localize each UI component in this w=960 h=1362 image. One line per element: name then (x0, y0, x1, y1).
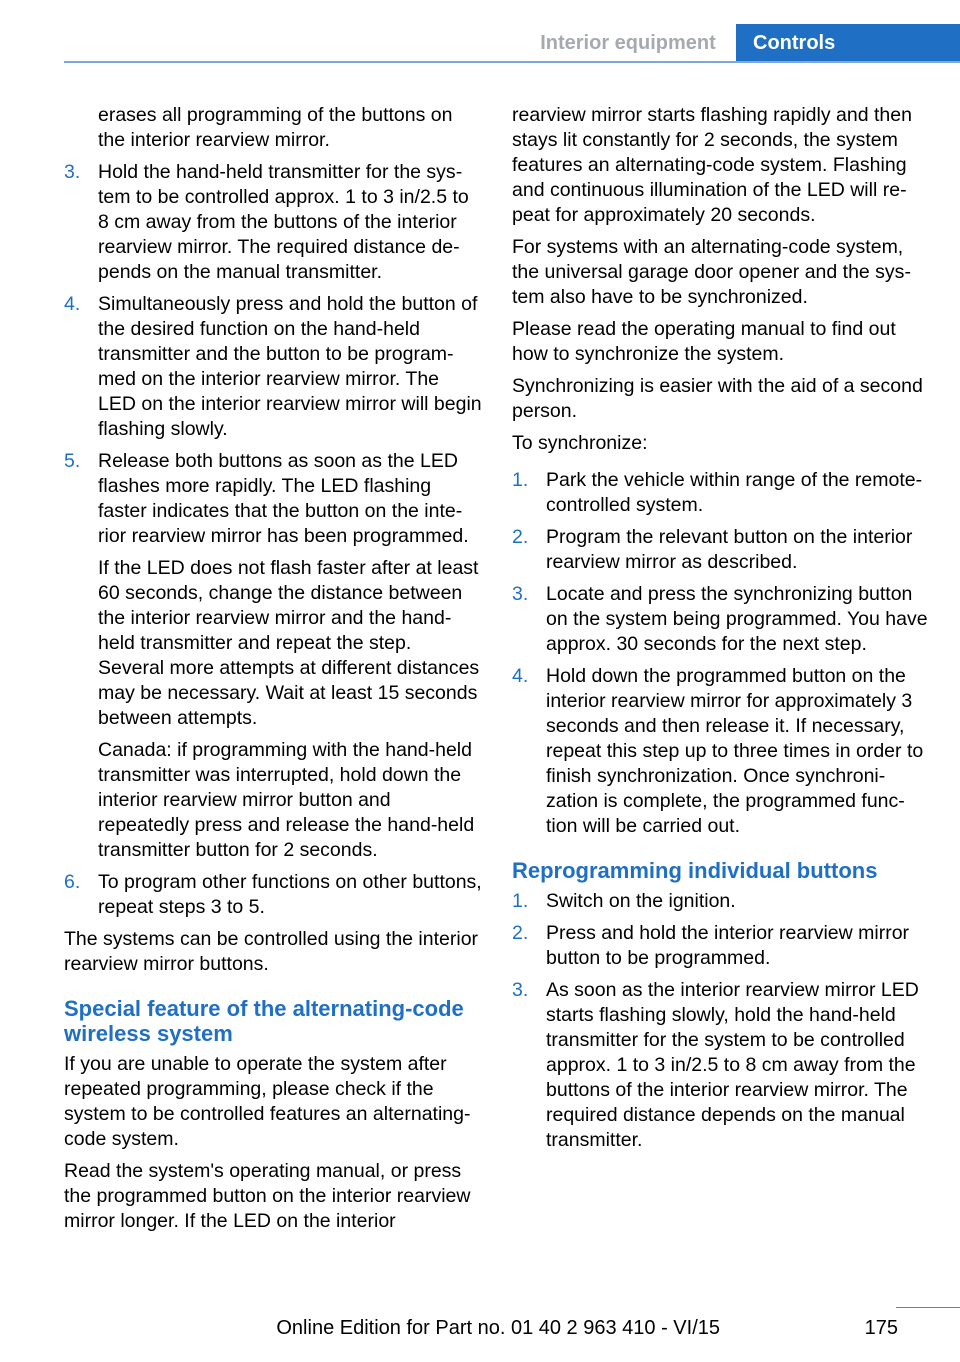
step-text: Switch on the ignition. (546, 890, 736, 912)
right-column (512, 103, 928, 1160)
step-text: Hold the hand-held transmitter for the system to be controlled approx. 1 to 3 in/2.5 to 8 cm away from the buttons of the interior rearview mirror. The required distance depends on the manual transmitter. (98, 161, 469, 283)
section-heading-alternating-code: Special feature of the alternating-code wireless system (64, 996, 464, 1046)
sync-step-3 (512, 582, 928, 657)
step-text: Simultaneously press and hold the button of the desired function on the hand-held transmitter and the button to be programmed on the interior rearview mirror. The LED on the interior rearview mirror will begin flashing slowly. (98, 293, 482, 440)
paragraph: rearview mirror starts flashing rapidly and then stays lit constantly for 2 seconds, the system features an alternating-code system. Flashing and continuous illumination of the LED will repeat for approximately 20 seconds. (512, 104, 912, 226)
section-tab-interior-equipment: Interior equipment (540, 32, 716, 54)
footer-rule (896, 1307, 960, 1308)
step-number: 4. (512, 665, 529, 687)
left-column (64, 103, 482, 1241)
step-number: 3. (512, 979, 529, 1001)
step-number: 6. (64, 871, 81, 893)
step-text: Park the vehicle within range of the remote-controlled system. (546, 469, 923, 516)
step-text: To program other functions on other buttons, repeat steps 3 to 5. (98, 871, 482, 918)
step-6 (64, 870, 482, 920)
chapter-tab-controls: Controls (736, 24, 960, 62)
step-note-canada: Canada: if programming with the hand-held transmitter was interrupted, hold down the interior rearview mirror button and repeatedly press and release the hand-held transmitter button for 2 seconds. (98, 739, 475, 861)
reprog-step-3 (512, 978, 928, 1153)
reprog-step-2 (512, 921, 928, 971)
step-number: 2. (512, 922, 529, 944)
step-number: 3. (64, 161, 81, 183)
step-number: 1. (512, 890, 529, 912)
paragraph: Synchronizing is easier with the aid of a second person. (512, 375, 923, 422)
step-number: 4. (64, 293, 81, 315)
step-note-timeout: If the LED does not flash faster after at least 60 seconds, change the distance between the interior rearview mirror and the hand-held transmitter and repeat the step. Several more attempts at different distances may be necessary. Wait at least 15 seconds between attempts. (98, 557, 480, 729)
step-text: Release both buttons as soon as the LED flashes more rapidly. The LED flashing faster indicates that the button on the interior rearview mirror has been programmed. (98, 450, 469, 547)
step-number: 3. (512, 583, 529, 605)
paragraph: Please read the operating manual to find out how to synchronize the system. (512, 318, 896, 365)
page-number: 175 (864, 1317, 898, 1339)
after-steps-text: The systems can be controlled using the interior rearview mirror buttons. (64, 928, 479, 975)
step-4 (64, 292, 482, 442)
paragraph: If you are unable to operate the system after repeated programming, please check if the system to be controlled features an alternating-code system. (64, 1053, 471, 1150)
sync-step-1 (512, 468, 928, 518)
sync-step-2 (512, 525, 928, 575)
paragraph: Read the system's operating manual, or press the programmed button on the interior rearview mirror longer. If the LED on the interior (64, 1160, 471, 1232)
step-number: 5. (64, 450, 81, 472)
section-heading-reprogramming: Reprogramming individual buttons (512, 858, 878, 883)
step-text: Hold down the programmed button on the interior rearview mirror for approximately 3 seconds and then release it. If necessary, repeat this step up to three times in order to finish synchronization. Once synchronization is complete, the programmed function will be carried out. (546, 665, 924, 837)
reprog-step-1 (512, 889, 928, 914)
step-3 (64, 160, 482, 285)
edition-footer: Online Edition for Part no. 01 40 2 963 410 - VI/15 (276, 1317, 720, 1339)
step-text: Locate and press the synchronizing button on the system being programmed. You have approx. 30 seconds for the next step. (546, 583, 928, 655)
sync-step-4 (512, 664, 928, 839)
header-rule (64, 61, 960, 63)
step-text: Program the relevant button on the interior rearview mirror as described. (546, 526, 913, 573)
paragraph: To synchronize: (512, 432, 648, 454)
step-5 (64, 449, 482, 863)
step-number: 2. (512, 526, 529, 548)
continued-text: erases all programming of the buttons on the interior rearview mirror. (98, 104, 453, 151)
paragraph: For systems with an alternating-code system, the universal garage door opener and the system also have to be synchronized. (512, 236, 911, 308)
step-number: 1. (512, 469, 529, 491)
step-text: As soon as the interior rearview mirror LED starts flashing slowly, hold the hand-held transmitter for the system to be controlled approx. 1 to 3 in/2.5 to 8 cm away from the buttons of the interior rearview mirror. The required distance depends on the manual transmitter. (546, 979, 919, 1151)
step-text: Press and hold the interior rearview mirror button to be programmed. (546, 922, 910, 969)
